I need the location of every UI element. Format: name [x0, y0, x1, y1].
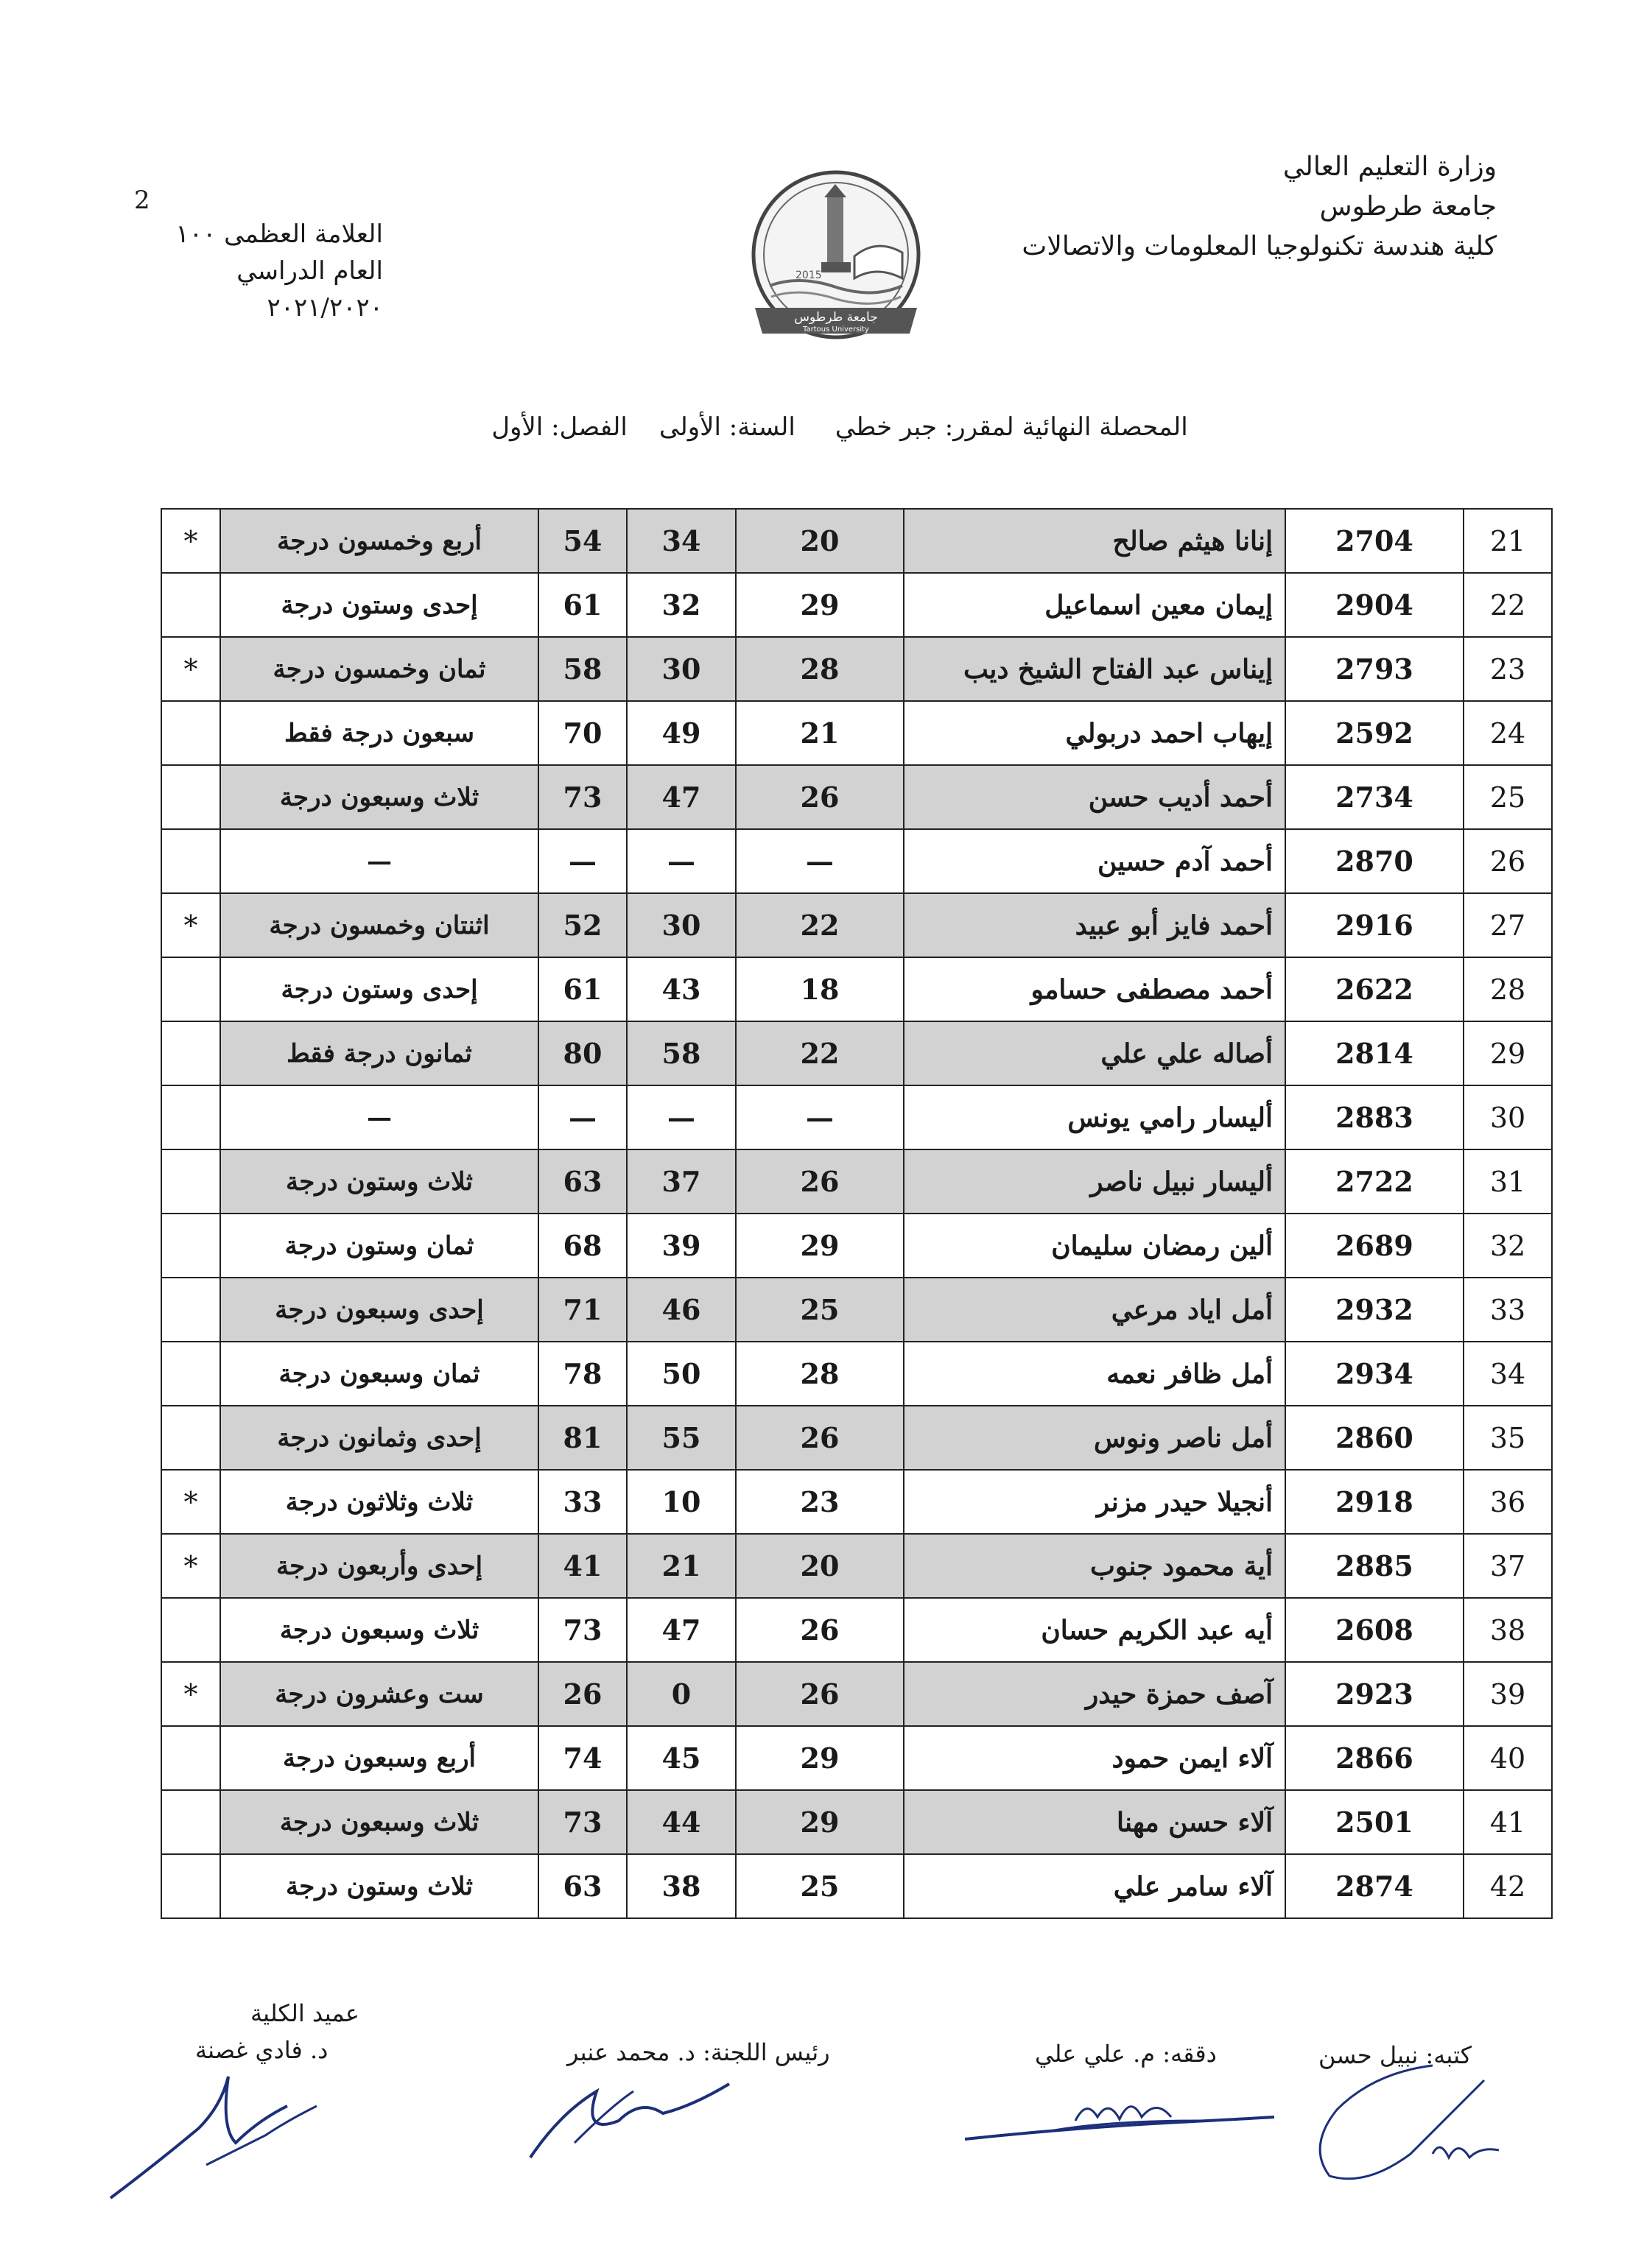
student-name: أنجيلا حيدر مزنر	[904, 1470, 1285, 1534]
table-row	[161, 1085, 1552, 1149]
table-row	[161, 1406, 1552, 1470]
student-name: أمل اياد مرعي	[904, 1278, 1285, 1342]
faculty-name: كلية هندسة تكنولوجيا المعلومات والاتصالات	[1022, 231, 1497, 261]
practical-mark: 29	[736, 1790, 904, 1854]
theory-mark: 39	[627, 1214, 736, 1278]
total-in-words: ثمان وستون درجة	[220, 1214, 538, 1278]
grades-table	[161, 508, 1553, 1919]
fail-mark	[161, 701, 220, 765]
table-row	[161, 1021, 1552, 1085]
total-in-words: ثلاث وستون درجة	[220, 1854, 538, 1918]
student-id: 2883	[1285, 1085, 1464, 1149]
total-mark: —	[538, 829, 627, 893]
total-in-words: ثمان وخمسون درجة	[220, 637, 538, 701]
table-row	[161, 1662, 1552, 1726]
student-id: 2860	[1285, 1406, 1464, 1470]
row-number: 22	[1464, 573, 1552, 637]
total-mark: 73	[538, 1790, 627, 1854]
table-row	[161, 509, 1552, 573]
fail-mark: *	[161, 1662, 220, 1726]
total-in-words: ثلاث وثلاثون درجة	[220, 1470, 538, 1534]
total-in-words: ثلاث وسبعون درجة	[220, 1598, 538, 1662]
writer-signature-label: كتبه: نبيل حسن	[1318, 2041, 1472, 2069]
total-in-words: اثنتان وخمسون درجة	[220, 893, 538, 957]
fail-mark	[161, 1149, 220, 1214]
student-name: أحمد آدم حسين	[904, 829, 1285, 893]
student-id: 2904	[1285, 573, 1464, 637]
logo-name-en: Tartous University	[803, 325, 869, 334]
theory-mark: 37	[627, 1149, 736, 1214]
practical-mark: 25	[736, 1854, 904, 1918]
fail-mark	[161, 957, 220, 1021]
total-mark: 33	[538, 1470, 627, 1534]
total-in-words: إحدى وستون درجة	[220, 573, 538, 637]
total-in-words: ثلاث وسبعون درجة	[220, 1790, 538, 1854]
total-in-words: أربع وخمسون درجة	[220, 509, 538, 573]
practical-mark: 26	[736, 1406, 904, 1470]
student-name: أيه عبد الكريم حسان	[904, 1598, 1285, 1662]
row-number: 26	[1464, 829, 1552, 893]
row-number: 39	[1464, 1662, 1552, 1726]
total-mark: 81	[538, 1406, 627, 1470]
theory-mark: 46	[627, 1278, 736, 1342]
student-id: 2918	[1285, 1470, 1464, 1534]
practical-mark: 26	[736, 1149, 904, 1214]
practical-mark: 23	[736, 1470, 904, 1534]
theory-mark: 30	[627, 893, 736, 957]
total-mark: 63	[538, 1854, 627, 1918]
total-mark: 73	[538, 1598, 627, 1662]
logo-year: 2015	[795, 270, 822, 281]
dean-title: عميد الكلية	[250, 1999, 359, 2027]
student-id: 2916	[1285, 893, 1464, 957]
row-number: 23	[1464, 637, 1552, 701]
theory-mark: 43	[627, 957, 736, 1021]
theory-mark: 45	[627, 1726, 736, 1790]
student-name: أحمد أديب حسن	[904, 765, 1285, 829]
fail-mark	[161, 1085, 220, 1149]
course-title: المحصلة النهائية لمقرر: جبر خطي السنة: الأولى الفصل: الأول	[491, 412, 1188, 442]
total-in-words: سبعون درجة فقط	[220, 701, 538, 765]
table-row	[161, 1470, 1552, 1534]
total-in-words: ثلاث وستون درجة	[220, 1149, 538, 1214]
student-id: 2793	[1285, 637, 1464, 701]
fail-mark: *	[161, 1534, 220, 1598]
row-number: 33	[1464, 1278, 1552, 1342]
total-mark: 74	[538, 1726, 627, 1790]
student-id: 2622	[1285, 957, 1464, 1021]
writer-signature	[1285, 2029, 1521, 2191]
theory-mark: 55	[627, 1406, 736, 1470]
row-number: 29	[1464, 1021, 1552, 1085]
practical-mark: 21	[736, 701, 904, 765]
theory-mark: 21	[627, 1534, 736, 1598]
total-mark: 73	[538, 765, 627, 829]
theory-mark: 49	[627, 701, 736, 765]
practical-mark: 26	[736, 765, 904, 829]
practical-mark: 25	[736, 1278, 904, 1342]
total-in-words: —	[220, 829, 538, 893]
student-id: 2689	[1285, 1214, 1464, 1278]
row-number: 42	[1464, 1854, 1552, 1918]
row-number: 28	[1464, 957, 1552, 1021]
row-number: 35	[1464, 1406, 1552, 1470]
student-id: 2870	[1285, 829, 1464, 893]
total-in-words: ست وعشرون درجة	[220, 1662, 538, 1726]
student-name: أليسار نبيل ناصر	[904, 1149, 1285, 1214]
student-id: 2592	[1285, 701, 1464, 765]
row-number: 34	[1464, 1342, 1552, 1406]
student-name: أحمد فايز أبو عبيد	[904, 893, 1285, 957]
fail-mark	[161, 1598, 220, 1662]
total-in-words: إحدى وأربعون درجة	[220, 1534, 538, 1598]
student-id: 2608	[1285, 1598, 1464, 1662]
table-row	[161, 573, 1552, 637]
total-in-words: إحدى وثمانون درجة	[220, 1406, 538, 1470]
table-row	[161, 1214, 1552, 1278]
fail-mark: *	[161, 893, 220, 957]
row-number: 24	[1464, 701, 1552, 765]
fail-mark: *	[161, 637, 220, 701]
table-row	[161, 829, 1552, 893]
ministry-header	[1022, 147, 1497, 267]
total-mark: 71	[538, 1278, 627, 1342]
practical-mark: 18	[736, 957, 904, 1021]
fail-mark	[161, 1726, 220, 1790]
total-in-words: ثمان وسبعون درجة	[220, 1342, 538, 1406]
practical-mark: —	[736, 829, 904, 893]
theory-mark: 44	[627, 1790, 736, 1854]
table-row	[161, 1342, 1552, 1406]
fail-mark	[161, 1278, 220, 1342]
university-name: جامعة طرطوس	[1319, 191, 1497, 222]
student-id: 2866	[1285, 1726, 1464, 1790]
student-name: إنانا هيثم صالح	[904, 509, 1285, 573]
student-id: 2501	[1285, 1790, 1464, 1854]
student-name: أحمد مصطفى حسامو	[904, 957, 1285, 1021]
practical-mark: —	[736, 1085, 904, 1149]
row-number: 30	[1464, 1085, 1552, 1149]
theory-mark: 30	[627, 637, 736, 701]
theory-mark: 0	[627, 1662, 736, 1726]
total-mark: 52	[538, 893, 627, 957]
fail-mark	[161, 1021, 220, 1085]
practical-mark: 26	[736, 1662, 904, 1726]
row-number: 41	[1464, 1790, 1552, 1854]
total-in-words: —	[220, 1085, 538, 1149]
total-mark: —	[538, 1085, 627, 1149]
student-id: 2923	[1285, 1662, 1464, 1726]
row-number: 37	[1464, 1534, 1552, 1598]
row-number: 38	[1464, 1598, 1552, 1662]
student-name: أية محمود جنوب	[904, 1534, 1285, 1598]
student-name: أمل ناصر ونوس	[904, 1406, 1285, 1470]
practical-mark: 28	[736, 1342, 904, 1406]
student-name: إيهاب احمد دربولي	[904, 701, 1285, 765]
theory-mark: 47	[627, 765, 736, 829]
total-mark: 78	[538, 1342, 627, 1406]
theory-mark: —	[627, 1085, 736, 1149]
table-row	[161, 1598, 1552, 1662]
row-number: 21	[1464, 509, 1552, 573]
fail-mark	[161, 1854, 220, 1918]
max-mark: العلامة العظمى ١٠٠	[175, 219, 383, 249]
grades-table-body	[161, 509, 1552, 1918]
theory-mark: 38	[627, 1854, 736, 1918]
fail-mark: *	[161, 509, 220, 573]
student-id: 2885	[1285, 1534, 1464, 1598]
total-mark: 61	[538, 957, 627, 1021]
fail-mark	[161, 1790, 220, 1854]
table-row	[161, 1790, 1552, 1854]
theory-mark: 32	[627, 573, 736, 637]
total-mark: 70	[538, 701, 627, 765]
row-number: 40	[1464, 1726, 1552, 1790]
student-name: أليسار رامي يونس	[904, 1085, 1285, 1149]
student-name: إيمان معين اسماعيل	[904, 573, 1285, 637]
student-id: 2934	[1285, 1342, 1464, 1406]
table-row	[161, 893, 1552, 957]
student-name: آصف حمزة حيدر	[904, 1662, 1285, 1726]
row-number: 27	[1464, 893, 1552, 957]
table-row	[161, 637, 1552, 701]
row-number: 36	[1464, 1470, 1552, 1534]
fail-mark	[161, 1342, 220, 1406]
dean-name: د. فادي غصنة	[195, 2036, 329, 2064]
total-mark: 58	[538, 637, 627, 701]
theory-mark: 50	[627, 1342, 736, 1406]
committee-signature-label: رئيس اللجنة: د. محمد عنبر	[567, 2038, 830, 2066]
fail-mark	[161, 765, 220, 829]
practical-mark: 20	[736, 1534, 904, 1598]
row-number: 25	[1464, 765, 1552, 829]
practical-mark: 26	[736, 1598, 904, 1662]
student-name: آلاء سامر علي	[904, 1854, 1285, 1918]
row-number: 31	[1464, 1149, 1552, 1214]
university-logo	[726, 168, 946, 352]
practical-mark: 29	[736, 1214, 904, 1278]
fail-mark: *	[161, 1470, 220, 1534]
committee-signature	[516, 2062, 737, 2172]
logo-name-ar: جامعة طرطوس	[794, 310, 878, 325]
total-mark: 41	[538, 1534, 627, 1598]
table-row	[161, 1854, 1552, 1918]
total-in-words: إحدى وسبعون درجة	[220, 1278, 538, 1342]
student-id: 2932	[1285, 1278, 1464, 1342]
fail-mark	[161, 573, 220, 637]
total-mark: 54	[538, 509, 627, 573]
student-name: أمل ظافر نعمه	[904, 1342, 1285, 1406]
table-row	[161, 1149, 1552, 1214]
student-name: أصاله علي علي	[904, 1021, 1285, 1085]
table-row	[161, 957, 1552, 1021]
practical-mark: 29	[736, 1726, 904, 1790]
total-in-words: ثمانون درجة فقط	[220, 1021, 538, 1085]
total-in-words: إحدى وستون درجة	[220, 957, 538, 1021]
practical-mark: 20	[736, 509, 904, 573]
table-row	[161, 765, 1552, 829]
academic-year: العام الدراسي ٢٠٢١/٢٠٢٠	[236, 256, 383, 323]
student-id: 2814	[1285, 1021, 1464, 1085]
checker-signature	[958, 2077, 1282, 2158]
fail-mark	[161, 829, 220, 893]
student-name: آلاء حسن مهنا	[904, 1790, 1285, 1854]
student-name: آلاء ايمن حمود	[904, 1726, 1285, 1790]
table-row	[161, 1726, 1552, 1790]
practical-mark: 22	[736, 1021, 904, 1085]
theory-mark: —	[627, 829, 736, 893]
practical-mark: 29	[736, 573, 904, 637]
fail-mark	[161, 1406, 220, 1470]
exam-info	[140, 180, 383, 326]
fail-mark	[161, 1214, 220, 1278]
student-name: إيناس عبد الفتاح الشيخ ديب	[904, 637, 1285, 701]
table-row	[161, 701, 1552, 765]
student-id: 2722	[1285, 1149, 1464, 1214]
page-number: 2	[134, 186, 150, 215]
total-in-words: أربع وسبعون درجة	[220, 1726, 538, 1790]
checker-signature-label: دققه: م. علي علي	[1035, 2040, 1217, 2068]
theory-mark: 34	[627, 509, 736, 573]
student-id: 2704	[1285, 509, 1464, 573]
total-mark: 61	[538, 573, 627, 637]
student-id: 2874	[1285, 1854, 1464, 1918]
table-row	[161, 1534, 1552, 1598]
theory-mark: 58	[627, 1021, 736, 1085]
ministry-name: وزارة التعليم العالي	[1282, 152, 1497, 182]
row-number: 32	[1464, 1214, 1552, 1278]
theory-mark: 10	[627, 1470, 736, 1534]
total-in-words: ثلاث وسبعون درجة	[220, 765, 538, 829]
total-mark: 68	[538, 1214, 627, 1278]
student-id: 2734	[1285, 765, 1464, 829]
theory-mark: 47	[627, 1598, 736, 1662]
dean-signature	[96, 2062, 331, 2209]
table-row	[161, 1278, 1552, 1342]
practical-mark: 28	[736, 637, 904, 701]
total-mark: 26	[538, 1662, 627, 1726]
student-name: ألين رمضان سليمان	[904, 1214, 1285, 1278]
total-mark: 63	[538, 1149, 627, 1214]
practical-mark: 22	[736, 893, 904, 957]
total-mark: 80	[538, 1021, 627, 1085]
